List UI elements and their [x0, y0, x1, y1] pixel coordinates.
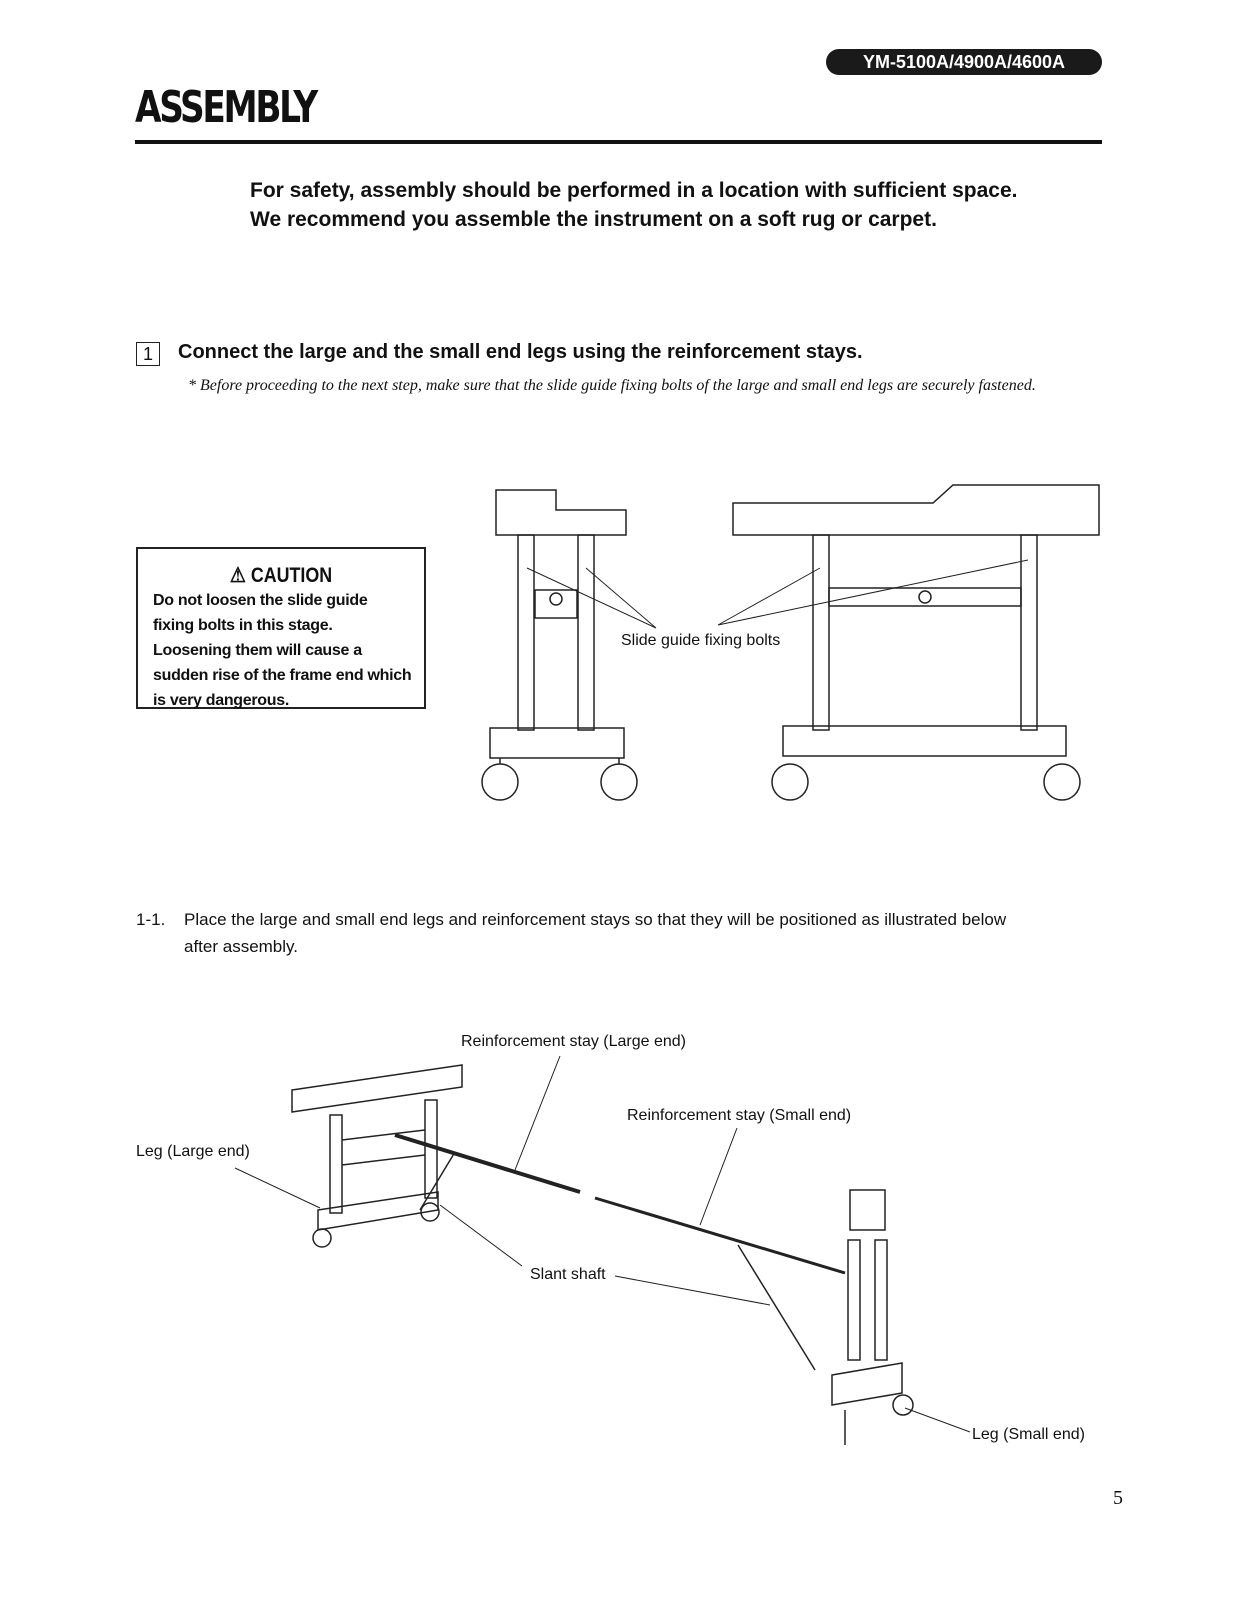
step-title: Connect the large and the small end legs using the reinforcement stays.	[178, 341, 863, 363]
page-title: ASSEMBLY	[135, 82, 316, 133]
bolt-leader-lines	[527, 560, 1028, 628]
substep-text: Place the large and small end legs and reinforcement stays so that they will be positioned as illustrated below after assembly.	[184, 910, 1007, 956]
label-stay-small: Reinforcement stay (Small end)	[627, 1107, 852, 1124]
label-leg-small: Leg (Small end)	[972, 1426, 1085, 1443]
large-end-leg-drawing	[733, 485, 1099, 800]
label-stay-large: Reinforcement stay (Large end)	[461, 1033, 686, 1050]
model-badge: YM-5100A/4900A/4600A	[826, 49, 1102, 75]
page-number: 5	[1113, 1487, 1123, 1509]
step-number: 1	[136, 342, 160, 366]
label-slant-shaft: Slant shaft	[530, 1266, 606, 1283]
caution-heading-text: CAUTION	[250, 564, 333, 587]
substep-number: 1-1.	[136, 910, 166, 929]
small-end-leg-drawing	[482, 490, 637, 800]
substep	[136, 906, 1036, 960]
slide-guide-bolts-label: Slide guide fixing bolts	[621, 632, 781, 649]
intro-text: For safety, assembly should be performed in a location with sufficient space. We recommend you assemble the instrument on a soft rug or carpet.	[250, 179, 1018, 231]
label-leg-large: Leg (Large end)	[136, 1143, 250, 1160]
step-note: * Before proceeding to the next step, make sure that the slide guide fixing bolts of the large and small end legs are securely fastened.	[188, 377, 1036, 394]
warning-icon: ⚠	[229, 564, 246, 587]
caution-text: Do not loosen the slide guide fixing bolts in this stage. Loosening them will cause a sudden rise of the frame end which is very dangerous.	[153, 592, 412, 709]
